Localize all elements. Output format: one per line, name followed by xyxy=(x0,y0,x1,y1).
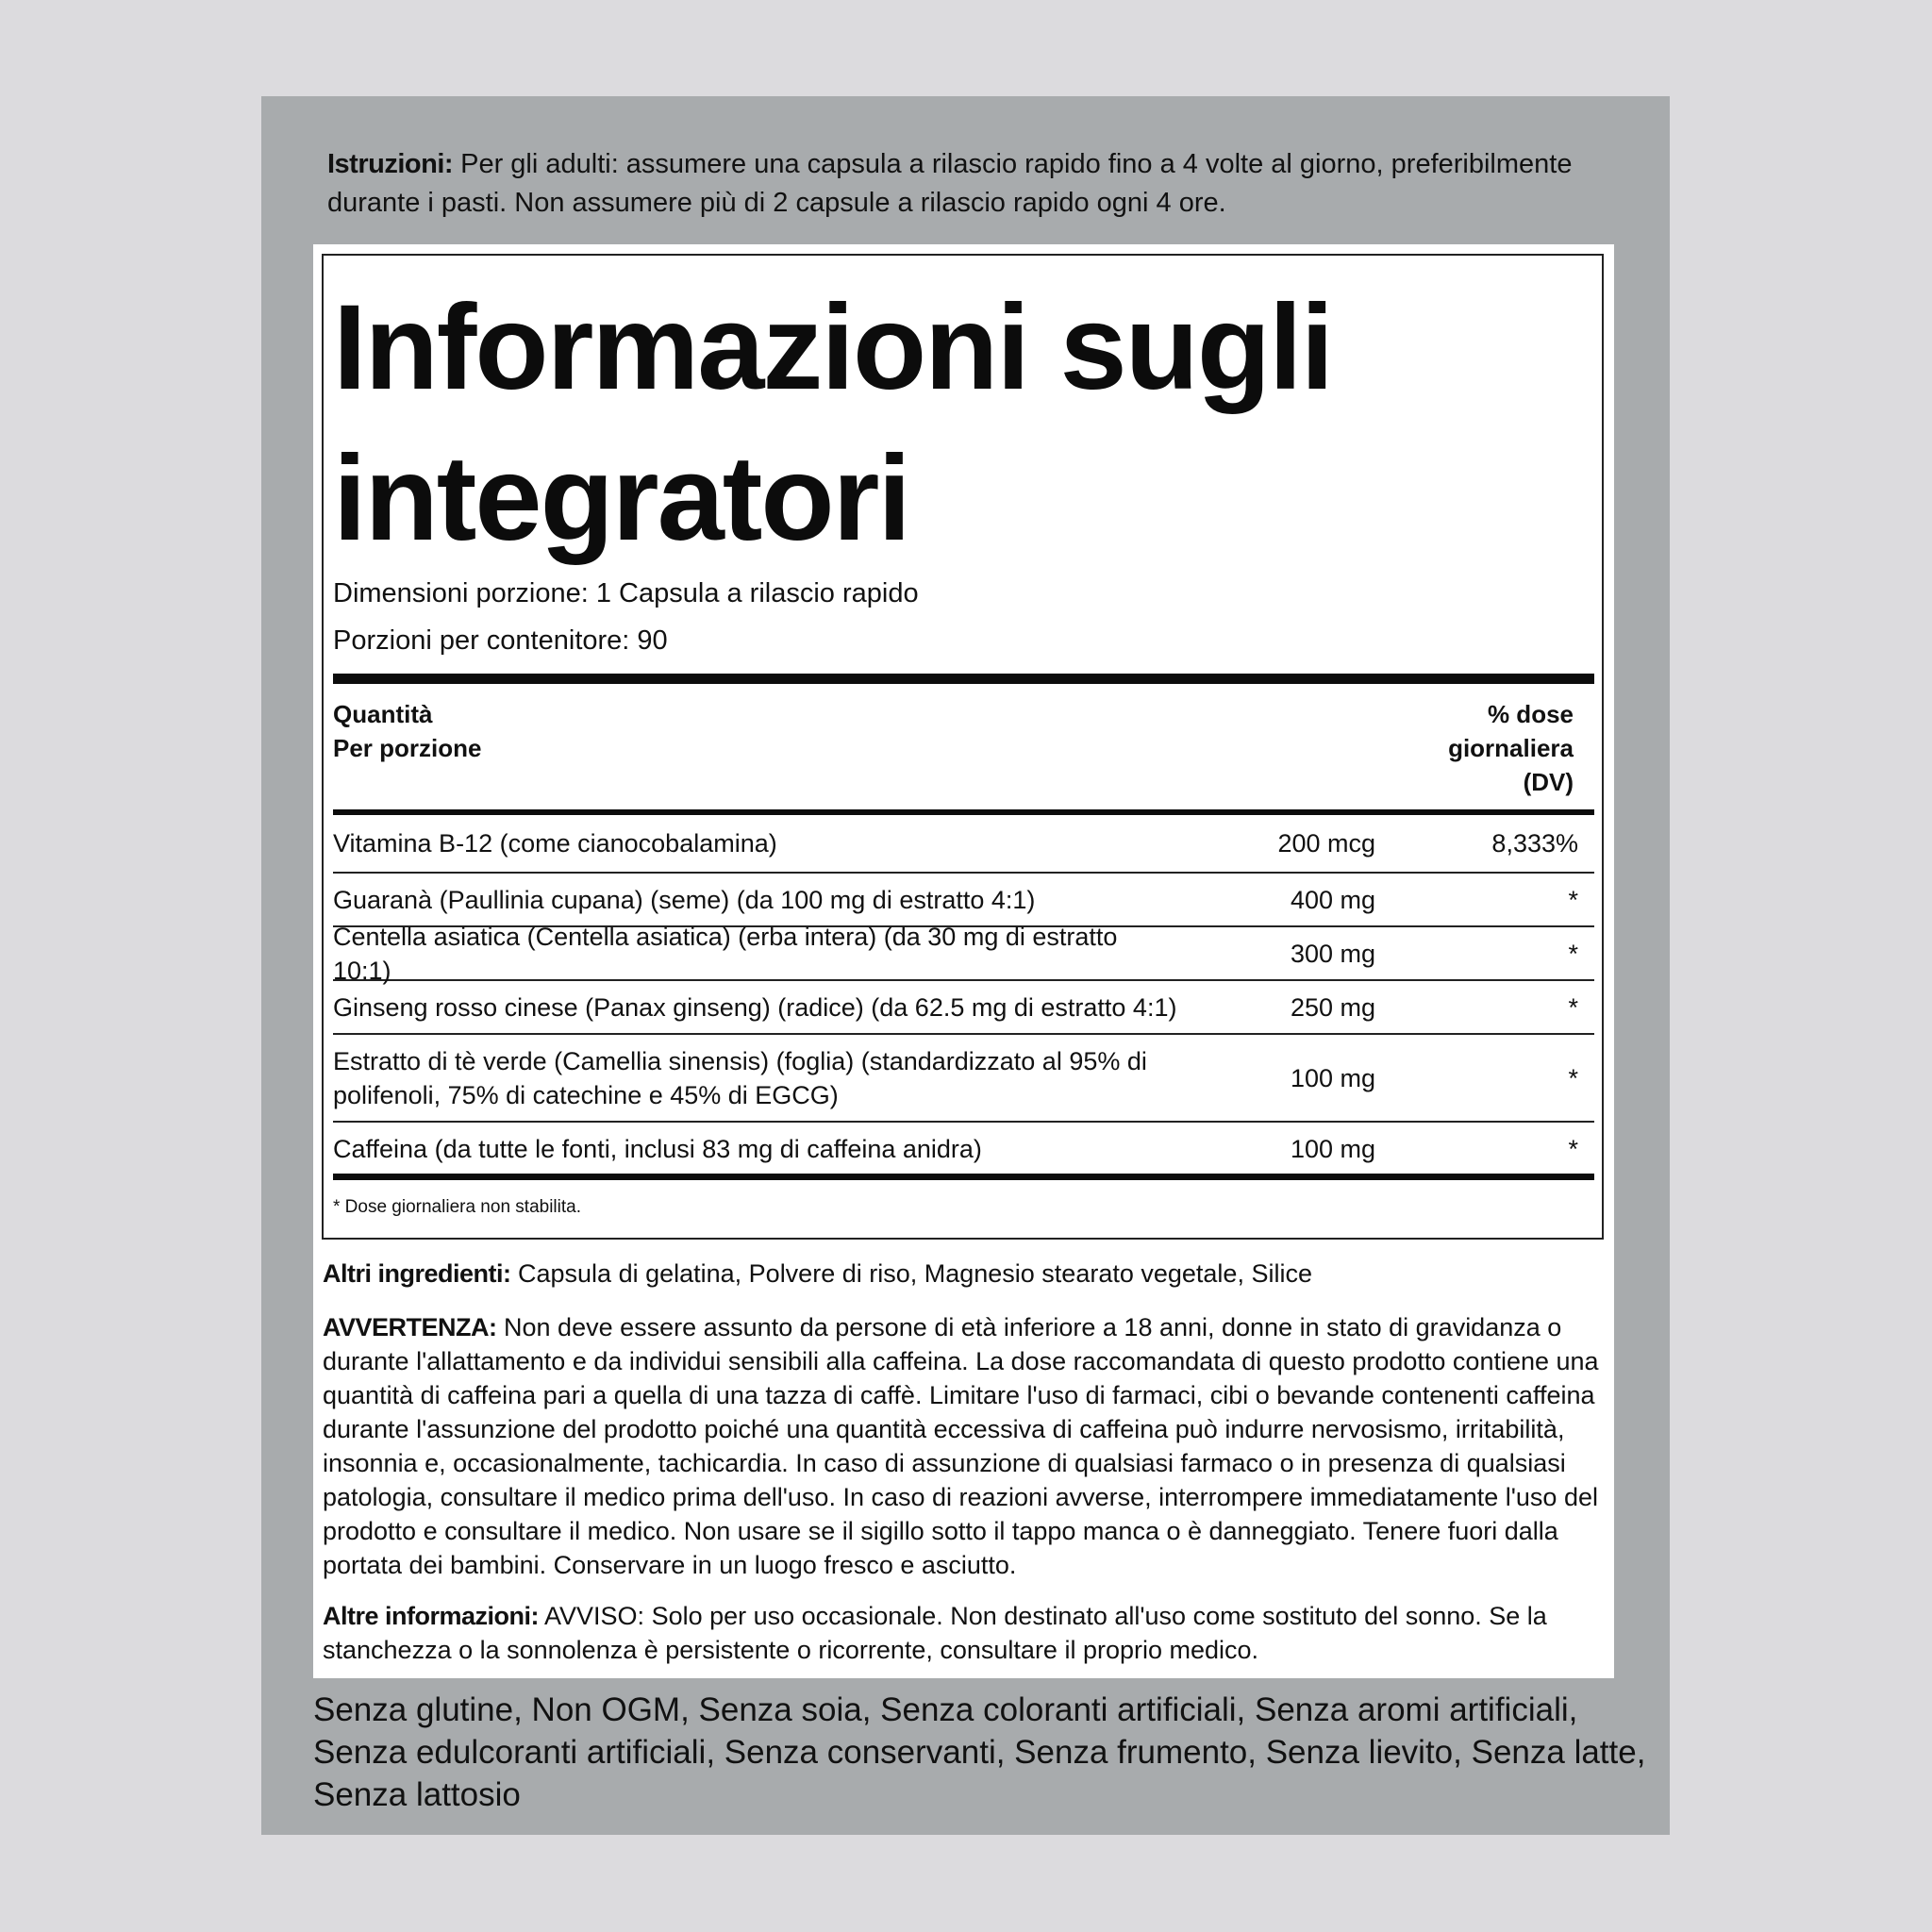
instructions-label: Istruzioni: xyxy=(327,149,454,179)
table-row xyxy=(333,815,1594,874)
nutrient-amount: 250 mg xyxy=(1290,992,1375,1022)
nutrient-name: Vitamina B-12 (come cianocobalamina) xyxy=(333,829,777,858)
instructions-body: Per gli adulti: assumere una capsula a rilascio rapido fino a 4 volte al giorno, preferibilmente durante i pasti. Non assumere più di 2 capsule a rilascio rapido ogni 4 ore. xyxy=(327,149,1573,218)
header-dv-line-1: % dose xyxy=(1487,700,1574,728)
table-row xyxy=(333,1035,1594,1123)
nutrient-amount: 200 mcg xyxy=(1277,829,1375,858)
table-row xyxy=(333,1123,1594,1175)
other-ingredients xyxy=(323,1257,1606,1291)
other-ingredients-label: Altri ingredienti: xyxy=(323,1259,511,1288)
nutrient-name: Centella asiatica (Centella asiatica) (erba intera) (da 30 mg di estratto 10:1) xyxy=(333,922,1118,985)
nutrient-amount: 100 mg xyxy=(1290,1135,1375,1163)
nutrient-name: Guaranà (Paullinia cupana) (seme) (da 100 mg di estratto 4:1) xyxy=(333,885,1036,914)
nutrient-dv: 8,333% xyxy=(1491,829,1578,858)
facts-title: Informazioni sugli integratori xyxy=(333,280,1333,566)
nutrient-amount: 400 mg xyxy=(1290,885,1375,914)
table-row xyxy=(333,981,1594,1035)
nutrient-dv: * xyxy=(1568,992,1578,1022)
supplement-facts-box xyxy=(322,254,1604,1240)
other-info xyxy=(323,1599,1606,1667)
nutrient-name: Estratto di tè verde (Camellia sinensis) (foglia) (standardizzato al 95% di polifenoli, 75% di catechine e 45% di EGCG) xyxy=(333,1046,1147,1109)
nutrient-dv: * xyxy=(1568,885,1578,914)
warning-label: AVVERTENZA: xyxy=(323,1313,497,1341)
nutrient-name: Ginseng rosso cinese (Panax ginseng) (radice) (da 62.5 mg di estratto 4:1) xyxy=(333,992,1177,1022)
other-ingredients-text: Capsula di gelatina, Polvere di riso, Magnesio stearato vegetale, Silice xyxy=(510,1259,1312,1288)
table-row xyxy=(333,922,1594,985)
thick-divider-bottom xyxy=(333,1174,1594,1180)
warning xyxy=(323,1310,1606,1582)
header-amount-line-1: Quantità xyxy=(333,700,433,728)
header-amount xyxy=(333,697,481,765)
thick-divider-top xyxy=(333,674,1594,684)
nutrient-dv: * xyxy=(1568,939,1578,968)
nutrient-table xyxy=(333,815,1594,1175)
nutrient-dv: * xyxy=(1568,1063,1578,1092)
facts-white-area xyxy=(313,244,1614,1678)
nutrient-name: Caffeina (da tutte le fonti, inclusi 83 mg di caffeina anidra) xyxy=(333,1135,982,1163)
supplement-label-panel xyxy=(261,96,1670,1835)
dv-footnote: * Dose giornaliera non stabilita. xyxy=(333,1197,581,1217)
instructions-text xyxy=(327,145,1610,223)
servings-per-container: Porzioni per contenitore: 90 xyxy=(333,625,668,656)
header-dv-line-2: giornaliera xyxy=(1448,734,1574,762)
other-info-text: AVVISO: Solo per uso occasionale. Non destinato all'uso come sostituto del sonno. Se la stanchezza o la sonnolenza è persistente o ricorrente, consultare il proprio medico. xyxy=(323,1602,1547,1664)
serving-size: Dimensioni porzione: 1 Capsula a rilascio rapido xyxy=(333,578,919,608)
header-dv-line-3: (DV) xyxy=(1523,768,1574,796)
warning-text: Non deve essere assunto da persone di età inferiore a 18 anni, donne in stato di gravidanza o durante l'allattamento e da individui sensibili alla caffeina. La dose raccomandata di questo prodotto contiene una quantità di caffeina pari a quella di una tazza di caffè. Limitare l'uso di farmaci, cibi o bevande contenenti caffeina durante l'assunzione del prodotto poiché una quantità eccessiva di caffeina può indurre nervosismo, irritabilità, insonnia e, occasionalmente, tachicardia. In caso di assunzione di qualsiasi farmaco o in presenza di qualsiasi patologia, consultare il medico prima dell'uso. In caso di reazioni avverse, interrompere immediatamente l'uso del prodotto e consultare il medico. Non usare se il sigillo sotto il tappo manca o è danneggiato. Tenere fuori dalla portata dei bambini. Conservare in un luogo fresco e asciutto. xyxy=(323,1313,1599,1579)
nutrient-amount: 300 mg xyxy=(1290,939,1375,968)
header-daily-value xyxy=(1448,697,1574,799)
nutrient-amount: 100 mg xyxy=(1290,1063,1375,1092)
nutrient-dv: * xyxy=(1568,1135,1578,1163)
free-from-claims: Senza glutine, Non OGM, Senza soia, Senza coloranti artificiali, Senza aromi artificiali, Senza edulcoranti artificiali, Senza conservanti, Senza frumento, Senza lievito, Senza latte, Senza lattosio xyxy=(313,1691,1646,1813)
other-info-label: Altre informazioni: xyxy=(323,1602,540,1630)
header-amount-line-2: Per porzione xyxy=(333,734,482,762)
